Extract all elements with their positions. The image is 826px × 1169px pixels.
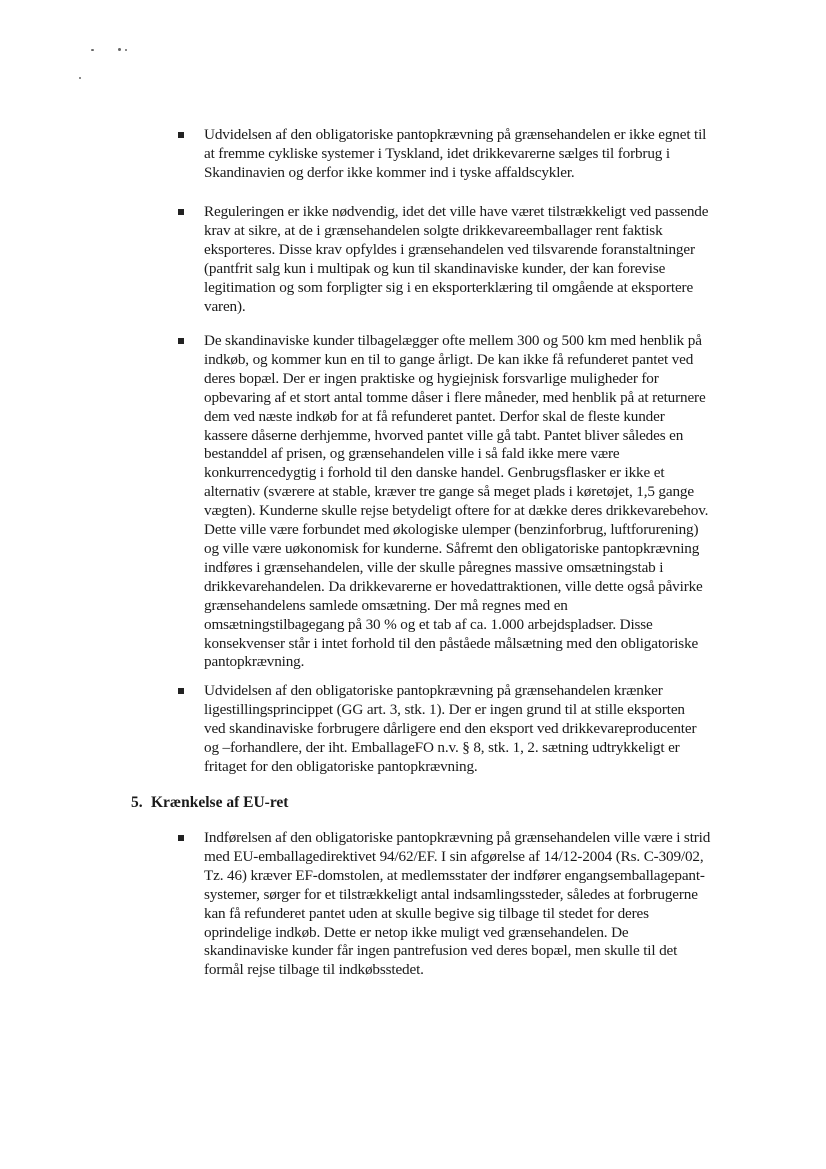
section-title: Krænkelse af EU-ret	[151, 794, 289, 811]
bullet-paragraph: Indførelsen af den obligatoriske pantopkrævning på grænsehandelen ville være i strid med EU-emballagedirektivet 94/62/EF. I sin afgørelse af 14/12-2004 (Rs. C-309/02, Tz. 46) kræver EF-domstolen, at medlemsstater der indfører engangsemballagepant- systemer, sørger for et tilstrækkeligt antal indsamlingssteder, således at forbrugerne kan få refunderet pantet uden at skulle begive sig tilbage til stedet for deres oprindelige indkøb. Dette er netop ikke muligt ved grænsehandelen. De skandinaviske kunder får ingen pantrefusion ved deres bopæl, men skulle til det formål rejse tilbage til indkøbsstedet.	[204, 829, 711, 979]
bullet-icon	[178, 209, 184, 215]
section-number: 5.	[131, 794, 143, 811]
scan-speck	[79, 77, 81, 79]
scan-speck	[91, 49, 94, 51]
bullet-icon	[178, 338, 184, 344]
bullet-paragraph: Udvidelsen af den obligatoriske pantopkrævning på grænsehandelen er ikke egnet til at fremme cykliske systemer i Tyskland, idet drikkevarerne sælges til forbrug i Skandinavien og derfor ikke kommer ind i tyske affaldscykler.	[204, 126, 707, 181]
section-heading	[131, 794, 288, 812]
bullet-paragraph: Udvidelsen af den obligatoriske pantopkrævning på grænsehandelen krænker ligestillingsprincippet (GG art. 3, stk. 1). Der er ingen grund til at stille eksporten ved skandinaviske forbrugere dårligere end den eksport ved drikkevareproducenter og –forhandlere, der iht. EmballageFO n.v. § 8, stk. 1, 2. sætning udtrykkeligt er fritaget for den obligatoriske pantopkrævning.	[204, 682, 697, 775]
bullet-paragraph: Reguleringen er ikke nødvendig, idet det ville have været tilstrækkeligt ved passende krav at sikre, at de i grænsehandelen solgte drikkevareemballager rent faktisk eksporteres. Disse krav opfyldes i grænsehandelen ved tilsvarende foranstaltninger (pantfrit salg kun i multipak og kun til skandinaviske kunder, der kan forevise legitimation og som forpligter sig i en eksporterklæring til omgående at eksportere varen).	[204, 203, 709, 315]
scan-speck	[125, 49, 127, 51]
bullet-icon	[178, 132, 184, 138]
bullet-paragraph: De skandinaviske kunder tilbagelægger ofte mellem 300 og 500 km med henblik på indkøb, og kommer kun en til to gange årligt. De kan ikke få refunderet pantet ved deres bopæl. Der er ingen praktiske og hygiejnisk forsvarlige muligheder for opbevaring af et stort antal tomme dåser i flere måneder, med henblik på at returnere dem ved næste indkøb for at få refunderet pantet. Derfor skal de fleste kunder kassere dåserne derhjemme, hvorved pantet ville gå tabt. Pantet bliver således en bestanddel af prisen, og grænsehandelen ville i så fald ikke mere være konkurrencedygtig i forhold til den danske handel. Genbrugsflasker er ikke et alternativ (sværere at stable, kræver tre gange så meget plads i køretøjet, 1,5 gange vægten). Kunderne skulle rejse betydeligt oftere for at dække deres drikkevarebehov. Dette ville være forbundet med økologiske ulemper (benzinforbrug, luftforurening) og ville være uøkonomisk for kunderne. Såfremt den obligatoriske pantopkrævning indføres i grænsehandelen, ville der skulle påregnes massive omsætningstab i drikkevarehandelen. Da drikkevarerne er hovedattraktionen, ville dette også påvirke grænsehandelens samlede omsætning. Der må regnes med en omsætningstilbagegang på 30 % og et tab af ca. 1.000 arbejdspladser. Disse konsekvenser står i intet forhold til den påståede målsætning med den obligatoriske pantopkrævning.	[204, 332, 709, 671]
scan-speck	[118, 48, 121, 51]
bullet-icon	[178, 688, 184, 694]
bullet-icon	[178, 835, 184, 841]
